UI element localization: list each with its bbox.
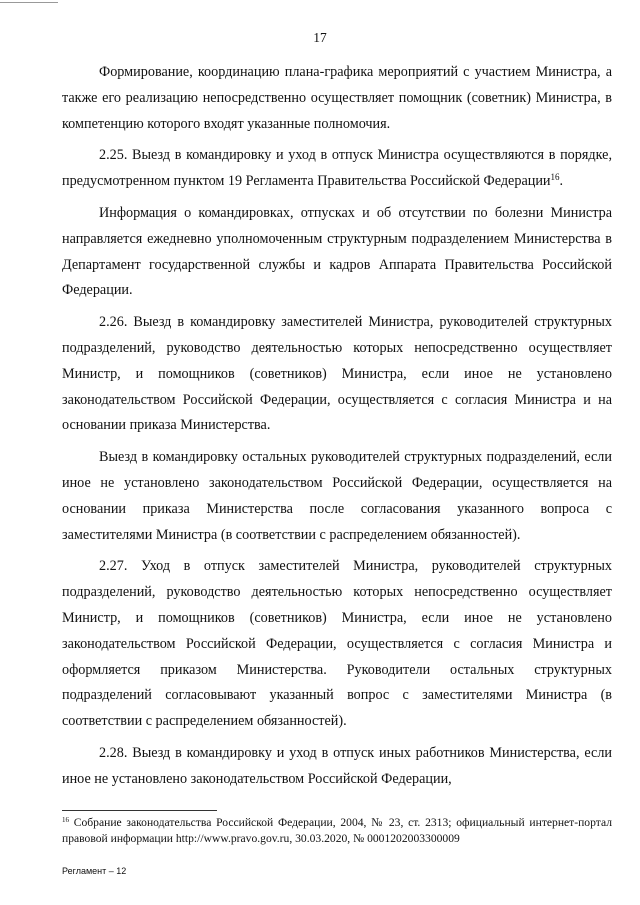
paragraph-information: Информация о командировках, отпусках и об отсутствии по болезни Министра направляется ежедневно уполномоченным структурным подразделением Министерства в Департамент государственной службы и кадров Аппарата Правительства Российской Федерации. <box>62 204 612 299</box>
form-code: Регламент – 12 <box>62 866 127 876</box>
paragraph-coordination: Формирование, координацию плана-графика мероприятий с участием Министра, а также его реализацию непосредственно осуществляет помощник (советник) Министра, в компетенцию которого входят указанные полномочия. <box>62 64 612 132</box>
document-body <box>62 60 612 793</box>
paragraph-2-28: 2.28. Выезд в командировку и уход в отпуск иных работников Министерства, если иное не установлено законодательством Российской Федерации, <box>62 744 612 787</box>
footnote-text: Собрание законодательства Российской Федерации, 2004, № 23, ст. 2313; официальный интернет-портал правовой информации http://www.pravo.gov.ru, 30.03.2020, № 0001202003300009 <box>62 816 612 845</box>
footnote-divider <box>62 810 217 811</box>
page-number: 17 <box>313 30 327 45</box>
footnote-reference: 16 <box>550 172 560 183</box>
paragraph-2-27: 2.27. Уход в отпуск заместителей Министра, руководителей структурных подразделений, руководство деятельностью которых непосредственно осуществляет Министр, и помощников (советников) Министра, если иное не установлено законодательством Российской Федерации, осуществляется с согласия Министра и оформляется приказом Министерства. Руководители остальных структурных подразделений согласовывают указанный вопрос с заместителями Министра (в соответствии с распределением обязанностей). <box>62 558 612 730</box>
footnote <box>62 815 612 847</box>
paragraph-2-26: 2.26. Выезд в командировку заместителей Министра, руководителей структурных подразделений, руководство деятельностью которых непосредственно осуществляет Министр, и помощников (советников) Министра, если иное не установлено законодательством Российской Федерации, осуществляется с согласия Министра и на основании приказа Министерства. <box>62 314 612 434</box>
paragraph-2-25: 2.25. Выезд в командировку и уход в отпуск Министра осуществляются в порядке, предусмотренном пунктом 19 Регламента Правительства Российской Федерации$^{16}$. <box>62 147 612 190</box>
scan-edge-mark <box>0 2 58 5</box>
paragraph-other-heads-trip: Выезд в командировку остальных руководителей структурных подразделений, если иное не установлено законодательством Российской Федерации, осуществляется на основании приказа Министерства после согласования указанного вопроса с заместителями Министра (в соответствии с распределением обязанностей). <box>62 449 612 543</box>
footnote-marker: 16 <box>62 816 69 824</box>
